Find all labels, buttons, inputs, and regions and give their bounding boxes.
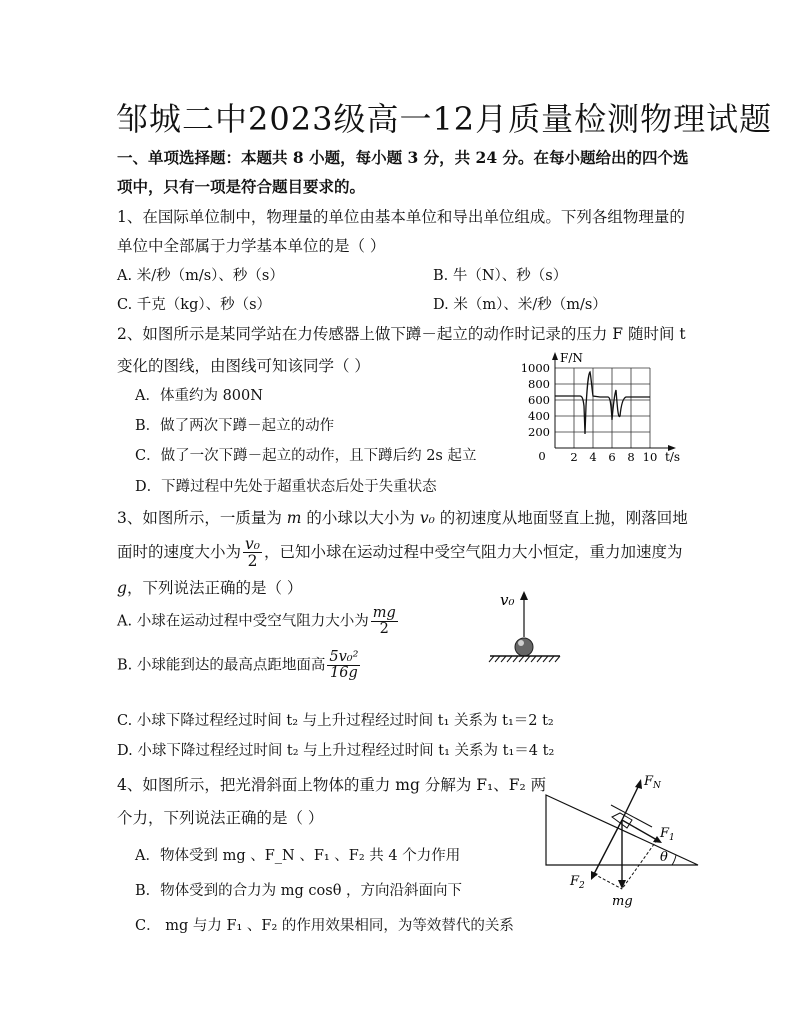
graph-ytick: 400: [528, 409, 550, 423]
force-time-graph: [500, 346, 690, 466]
ball-icon: [515, 638, 533, 656]
graph-xlabel: t/s: [665, 450, 681, 464]
q4-option-c: C． mg 与力 F₁ 、F₂ 的作用效果相同，为等效替代的关系: [135, 918, 514, 934]
q3-stem-line2: 面时的速度大小为 $\frac{\text{v₀}}{2}$ ，已知小球在运动过程中受空气阻力大小恒定，重力加速度为: [117, 535, 683, 571]
q4-option-b: B．物体受到的合力为 mg cosθ ，方向沿斜面向下: [135, 883, 463, 899]
fn-label: $F_N$: [644, 774, 661, 791]
graph-ytick: 800: [528, 377, 550, 391]
mg-arrow-icon: [618, 880, 626, 889]
graph-xtick: 10: [642, 450, 658, 464]
fraction: $\frac{mg}{2}$: [372, 605, 396, 638]
ball-launch-figure: [480, 585, 570, 665]
theta-label: θ: [660, 850, 668, 865]
q3-option-c: C. 小球下降过程经过时间 t₂ 与上升过程经过时间 t₁ 关系为 t₁＝2 t₂: [117, 713, 554, 729]
graph-xtick: 8: [627, 450, 635, 464]
graph-origin-label: 0: [538, 449, 546, 463]
q3-stem-line3: g，下列说法正确的是（ ）: [117, 579, 303, 597]
fn-arrow-icon: [635, 779, 642, 789]
incline-force-figure: [540, 765, 708, 915]
q3-option-b: B. 小球能到达的最高点距地面高 $\frac{\text{5v₀²}}{16g}$: [117, 649, 359, 682]
q4-option-a: A．物体受到 mg 、F_N 、F₁ 、F₂ 共 4 个力作用: [135, 848, 461, 864]
q1-stem-line1: 1、在国际单位制中，物理量的单位由基本单位和导出单位组成。下列各组物理量的: [117, 208, 685, 226]
graph-ytick: 200: [528, 425, 550, 439]
q4-stem-line2: 个力，下列说法正确的是（ ）: [117, 809, 324, 827]
graph-ytick: 1000: [520, 361, 550, 375]
q4-stem-line1: 4、如图所示，把光滑斜面上物体的重力 mg 分解为 F₁、F₂ 两: [117, 776, 547, 794]
page-title: 邹城二中2023级高一12月质量检测物理试题: [116, 100, 773, 138]
section-heading-line2: 项中，只有一项是符合题目要求的。: [117, 177, 366, 196]
q1-stem-line2: 单位中全部属于力学基本单位的是（ ）: [117, 237, 386, 255]
q1-option-a: A. 米/秒（m/s）、秒（s）: [117, 268, 284, 284]
graph-ytick: 600: [528, 393, 550, 407]
q2-stem-line1: 2、如图所示是某同学站在力传感器上做下蹲－起立的动作时记录的压力 F 随时间 t: [117, 325, 686, 343]
q2-option-d: D．下蹲过程中先处于超重状态后处于失重状态: [135, 479, 437, 495]
section-heading-line1: 一、单项选择题：本题共 8 小题，每小题 3 分，共 24 分。在每小题给出的四个选: [117, 148, 689, 167]
fraction: $\frac{\text{5v₀²}}{16g}$: [329, 649, 359, 682]
graph-xtick: 4: [589, 450, 597, 464]
q1-option-c: C. 千克（kg）、秒（s）: [117, 297, 272, 313]
q2-option-c: C．做了一次下蹲－起立的动作，且下蹲后约 2s 起立: [135, 448, 477, 464]
graph-ylabel: F/N: [560, 351, 583, 365]
graph-xtick: 6: [608, 450, 616, 464]
q3-stem-line1: 3、如图所示，一质量为 m 的小球以大小为 v₀ 的初速度从地面竖直上抛，刚落回地: [117, 509, 688, 527]
f2-label: $F_2$: [570, 874, 585, 891]
q2-option-a: A．体重约为 800N: [135, 388, 263, 404]
velocity-arrow-icon: [520, 591, 528, 600]
mg-label: mg: [612, 894, 633, 909]
graph-xtick: 2: [570, 450, 578, 464]
q3-option-d: D. 小球下降过程经过时间 t₂ 与上升过程经过时间 t₁ 关系为 t₁＝4 t₂: [117, 743, 555, 759]
q1-option-d: D. 米（m）、米/秒（m/s）: [433, 297, 607, 313]
q2-stem-line2: 变化的图线，由图线可知该同学（ ）: [117, 357, 370, 375]
fraction: $\frac{\text{v₀}}{2}$: [245, 535, 260, 571]
v0-label: v₀: [500, 591, 515, 609]
q2-option-b: B．做了两次下蹲－起立的动作: [135, 418, 335, 434]
f1-label: $F_1$: [660, 826, 675, 843]
q3-option-a: A. 小球在运动过程中受空气阻力大小为 $\frac{mg}{2}$: [117, 605, 396, 638]
q1-option-b: B. 牛（N）、秒（s）: [433, 268, 568, 284]
